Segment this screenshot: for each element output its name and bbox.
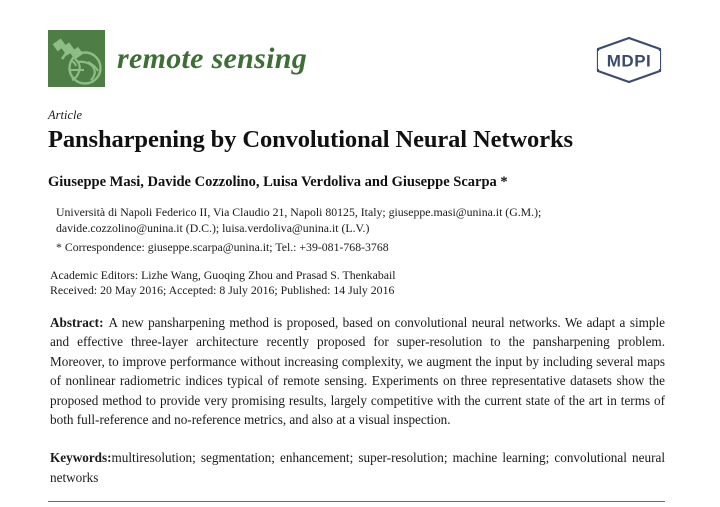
- affiliation-line-1: Università di Napoli Federico II, Via Claudio 21, Napoli 80125, Italy; giuseppe.masi@unina.it (G.M.);: [56, 205, 542, 219]
- abstract-paragraph: [48, 313, 665, 431]
- article-content: [48, 108, 665, 487]
- abstract-label: Abstract:: [50, 314, 104, 330]
- affiliation-block: [48, 205, 665, 256]
- author-list: Giuseppe Masi, Davide Cozzolino, Luisa Verdoliva and Giuseppe Scarpa *: [48, 174, 508, 190]
- academic-editors-line: Academic Editors: Lizhe Wang, Guoqing Zhou and Prasad S. Thenkabail: [50, 267, 396, 282]
- satellite-globe-icon: [48, 30, 105, 87]
- editorial-block: [48, 268, 665, 299]
- keywords-text: multiresolution; segmentation; enhancement; super-resolution; machine learning; convolutional neural networks: [50, 450, 665, 485]
- article-type-label: Article: [48, 108, 83, 122]
- keywords-label: Keywords:: [50, 450, 112, 466]
- keywords-paragraph: [48, 448, 665, 487]
- publication-dates-line: Received: 20 May 2016; Accepted: 8 July 2016; Published: 14 July 2016: [50, 283, 395, 297]
- mdpi-hexagon-logo[interactable]: [593, 35, 665, 85]
- masthead: [48, 30, 665, 92]
- journal-brand[interactable]: [48, 30, 307, 87]
- footer-divider: [48, 501, 665, 502]
- correspondence-line: * Correspondence: giuseppe.scarpa@unina.it; Tel.: +39-081-768-3768: [56, 240, 389, 254]
- page-title: Pansharpening by Convolutional Neural Networks: [48, 126, 573, 153]
- abstract-text: A new pansharpening method is proposed, based on convolutional neural networks. We adapt a simple and effective three-layer architecture recently proposed for super-resolution to the pansharpening problem. Moreover, to improve performance without increasing complexity, we augment the input by including several maps of nonlinear radiometric indices typical of remote sensing. Experiments on three representative datasets show the proposed method to provide very promising results, largely competitive with the current state of the art in terms of both full-reference and no-reference metrics, and also at a visual inspection.: [50, 314, 665, 428]
- journal-name: remote sensing: [117, 42, 308, 75]
- svg-text:MDPI: MDPI: [606, 51, 652, 71]
- affiliation-line-2: davide.cozzolino@unina.it (D.C.); luisa.verdoliva@unina.it (L.V.): [56, 220, 370, 235]
